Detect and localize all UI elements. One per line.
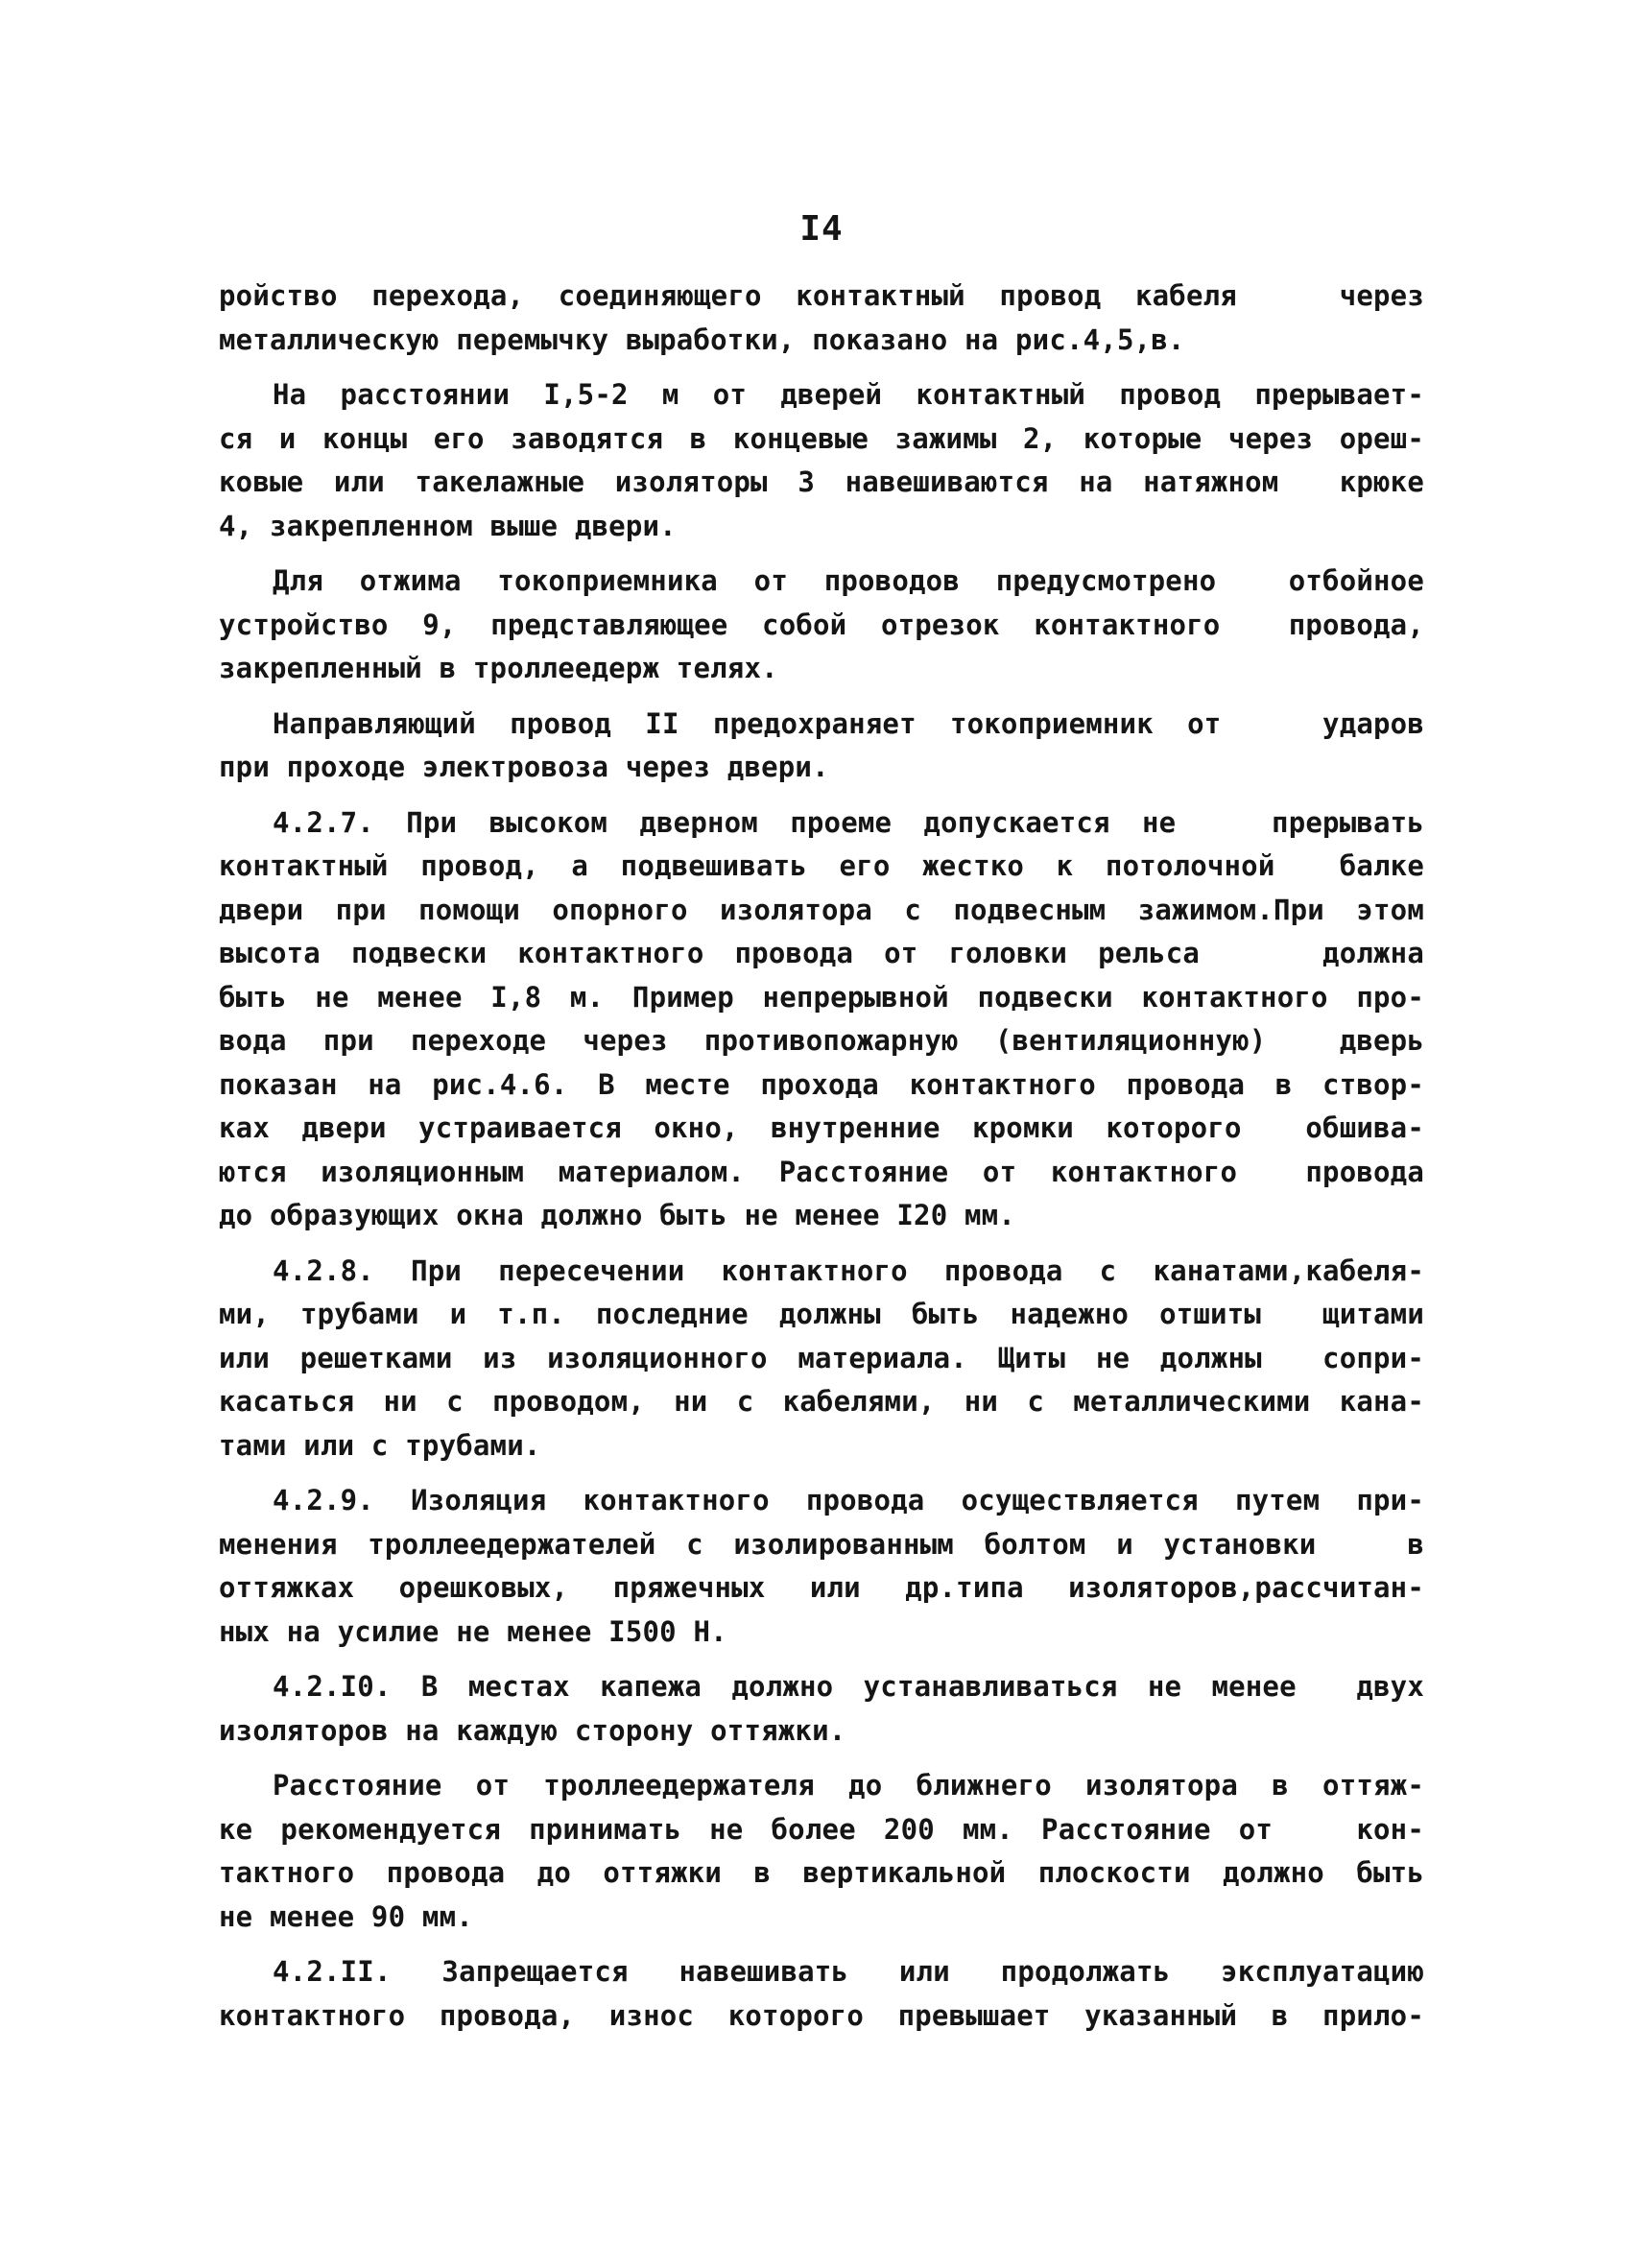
text-line: контактного провода, износ которого превышает указанный в прило- xyxy=(219,1998,1424,2032)
text-line: менения троллеедержателей с изолированным болтом и установки в xyxy=(219,1527,1424,1561)
text-line: двери при помощи опорного изолятора с подвесным зажимом.При этом xyxy=(219,893,1424,926)
paragraph xyxy=(219,373,1424,548)
paragraph xyxy=(219,560,1424,691)
text-line: оттяжках орешковых, пряжечных или др.типа изоляторов,рассчитан- xyxy=(219,1571,1424,1604)
text-line: касаться ни с проводом, ни с кабелями, ни с металлическими кана- xyxy=(219,1385,1424,1418)
text-line: устройство 9, представляющее собой отрезок контактного провода, xyxy=(219,608,1424,641)
text-line: при проходе электровоза через двери. xyxy=(219,751,829,783)
text-line: ке рекомендуется принимать не более 200 мм. Расстояние от кон- xyxy=(219,1812,1424,1846)
text-line: ми, трубами и т.п. последние должны быть надежно отшиты щитами xyxy=(219,1298,1424,1330)
text-line: изоляторов на каждую сторону оттяжки. xyxy=(219,1713,846,1747)
text-line: ных на усилие не менее I500 Н. xyxy=(219,1614,727,1648)
text-line: показан на рис.4.6. В месте прохода контактного провода в створ- xyxy=(219,1067,1424,1101)
text-line: Направляющий провод II предохраняет токоприемник от ударов xyxy=(273,706,1424,740)
text-line: закрепленный в троллеедерж телях. xyxy=(219,652,778,684)
paragraph xyxy=(219,275,1424,362)
paragraph xyxy=(219,801,1424,1238)
text-line: ках двери устраивается окно, внутренние кромки которого обшива- xyxy=(219,1111,1424,1144)
paragraph xyxy=(219,1665,1424,1753)
text-line: или решетками из изоляционного материала. Щиты не должны сопри- xyxy=(219,1341,1424,1374)
text-line: Расстояние от троллеедержателя до ближнего изолятора в оттяж- xyxy=(273,1769,1424,1802)
text-line: ройство перехода, соединяющего контактный провод кабеля через xyxy=(219,279,1424,312)
text-line: ются изоляционным материалом. Расстояние от контактного провода xyxy=(219,1155,1424,1188)
text-line: быть не менее I,8 м. Пример непрерывной подвески контактного про- xyxy=(219,980,1424,1014)
body-text xyxy=(219,275,1424,2049)
text-line: 4.2.7. При высоком дверном проеме допускается не прерывать xyxy=(273,805,1424,839)
paragraph xyxy=(219,703,1424,790)
text-line: 4.2.II. Запрещается навешивать или продолжать эксплуатацию xyxy=(273,1955,1424,1988)
paragraph xyxy=(219,1479,1424,1654)
text-line: 4.2.9. Изоляция контактного провода осуществляется путем при- xyxy=(273,1484,1424,1516)
text-line: металлическую перемычку выработки, показано на рис.4,5,в. xyxy=(219,322,1185,356)
text-line: 4.2.I0. В местах капежа должно устанавливаться не менее двух xyxy=(273,1670,1424,1703)
text-line: высота подвески контактного провода от головки рельса должна xyxy=(219,937,1424,969)
text-line: 4.2.8. При пересечении контактного провода с канатами,кабеля- xyxy=(273,1253,1424,1287)
text-line: вода при переходе через противопожарную (вентиляционную) дверь xyxy=(219,1024,1424,1057)
page-number: I4 xyxy=(799,209,844,249)
text-line: На расстоянии I,5-2 м от дверей контактный провод прерывает- xyxy=(273,378,1424,411)
text-line: контактный провод, а подвешивать его жестко к потолочной балке xyxy=(219,849,1424,882)
text-line: тами или с трубами. xyxy=(219,1428,541,1462)
text-line: 4, закрепленном выше двери. xyxy=(219,509,677,542)
text-line: ковые или такелажные изоляторы 3 навешиваются на натяжном крюке xyxy=(219,466,1424,498)
text-line: Для отжима токоприемника от проводов предусмотрено отбойное xyxy=(273,564,1424,597)
paragraph xyxy=(219,1764,1424,1939)
text-line: ся и концы его заводятся в концевые зажимы 2, которые через ореш- xyxy=(219,421,1424,455)
paragraph xyxy=(219,1250,1424,1468)
text-line: не менее 90 мм. xyxy=(219,1899,473,1933)
text-line: до образующих окна должно быть не менее I20 мм. xyxy=(219,1199,1015,1231)
text-line: тактного провода до оттяжки в вертикальной плоскости должно быть xyxy=(219,1856,1424,1889)
paragraph xyxy=(219,1950,1424,2038)
